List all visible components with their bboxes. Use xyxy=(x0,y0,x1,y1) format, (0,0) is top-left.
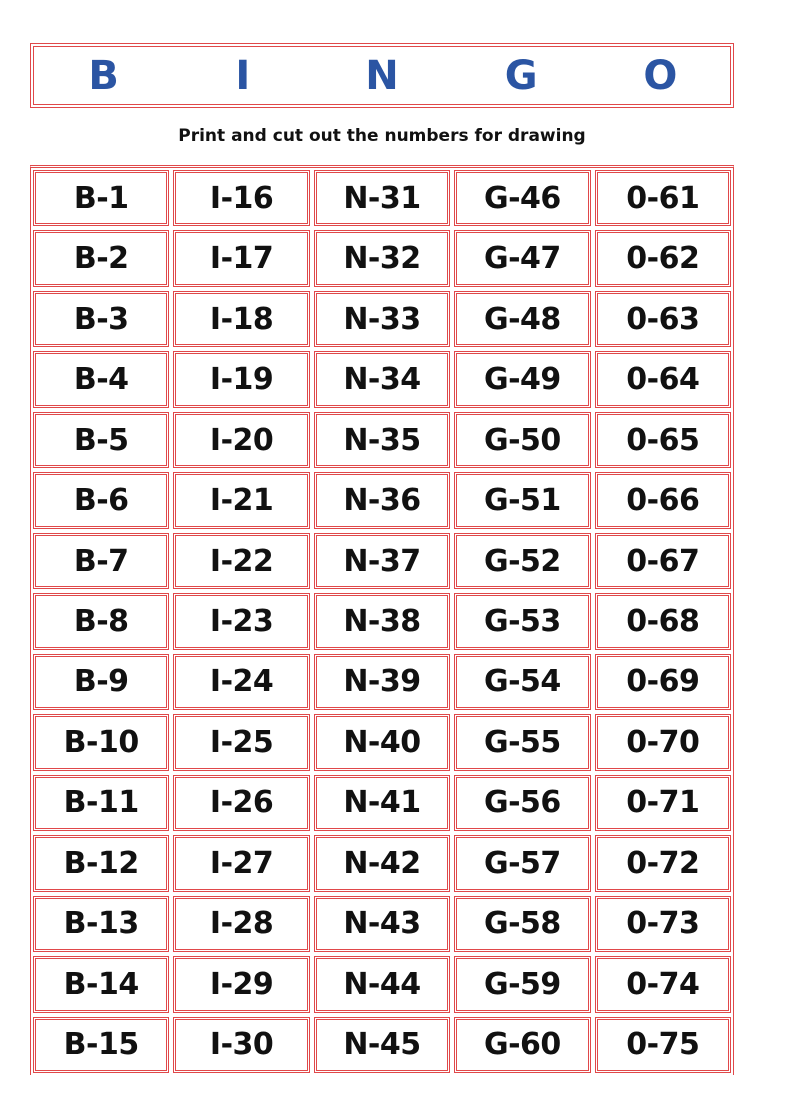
bingo-header xyxy=(30,43,734,108)
bingo-number-cell: G-60 xyxy=(454,1017,590,1073)
bingo-number-cell: B-6 xyxy=(33,472,169,528)
bingo-number-cell: N-37 xyxy=(314,533,450,589)
bingo-number-cell: G-58 xyxy=(454,896,590,952)
bingo-number-cell: G-46 xyxy=(454,170,590,226)
bingo-number-cell: I-17 xyxy=(173,230,309,286)
bingo-number-cell: G-59 xyxy=(454,956,590,1012)
bingo-number-cell: G-53 xyxy=(454,593,590,649)
bingo-number-cell: B-13 xyxy=(33,896,169,952)
bingo-number-cell: N-42 xyxy=(314,835,450,891)
bingo-number-cell: N-43 xyxy=(314,896,450,952)
bingo-number-cell: I-23 xyxy=(173,593,309,649)
bingo-number-cell: N-33 xyxy=(314,291,450,347)
bingo-number-cell: B-15 xyxy=(33,1017,169,1073)
bingo-number-cell: N-45 xyxy=(314,1017,450,1073)
bingo-number-cell: 0-74 xyxy=(595,956,731,1012)
bingo-number-cell: G-47 xyxy=(454,230,590,286)
bingo-number-cell: 0-67 xyxy=(595,533,731,589)
bingo-number-cell: 0-64 xyxy=(595,351,731,407)
bingo-number-cell: 0-65 xyxy=(595,412,731,468)
bingo-number-cell: 0-71 xyxy=(595,775,731,831)
bingo-number-cell: B-5 xyxy=(33,412,169,468)
bingo-number-cell: N-35 xyxy=(314,412,450,468)
bingo-number-cell: I-18 xyxy=(173,291,309,347)
header-letter-b: B xyxy=(88,52,119,99)
bingo-number-cell: I-20 xyxy=(173,412,309,468)
bingo-number-cell: N-36 xyxy=(314,472,450,528)
bingo-number-cell: G-56 xyxy=(454,775,590,831)
bingo-number-cell: G-52 xyxy=(454,533,590,589)
bingo-number-cell: B-1 xyxy=(33,170,169,226)
bingo-number-cell: N-39 xyxy=(314,654,450,710)
bingo-number-cell: I-22 xyxy=(173,533,309,589)
bingo-number-cell: B-3 xyxy=(33,291,169,347)
bingo-number-cell: I-21 xyxy=(173,472,309,528)
bingo-number-cell: 0-75 xyxy=(595,1017,731,1073)
bingo-number-cell: I-24 xyxy=(173,654,309,710)
bingo-number-cell: 0-63 xyxy=(595,291,731,347)
bingo-number-cell: N-44 xyxy=(314,956,450,1012)
bingo-number-cell: G-49 xyxy=(454,351,590,407)
bingo-number-cell: N-38 xyxy=(314,593,450,649)
instructions-text: Print and cut out the numbers for drawing xyxy=(178,126,586,146)
bingo-number-cell: I-29 xyxy=(173,956,309,1012)
bingo-number-cell: B-8 xyxy=(33,593,169,649)
bingo-number-cell: I-27 xyxy=(173,835,309,891)
bingo-number-cell: G-48 xyxy=(454,291,590,347)
bingo-number-cell: G-50 xyxy=(454,412,590,468)
bingo-number-cell: B-11 xyxy=(33,775,169,831)
bingo-number-cell: N-31 xyxy=(314,170,450,226)
bingo-number-cell: 0-73 xyxy=(595,896,731,952)
bingo-number-cell: G-55 xyxy=(454,714,590,770)
bingo-number-cell: 0-70 xyxy=(595,714,731,770)
bingo-number-cell: N-32 xyxy=(314,230,450,286)
bingo-number-cell: I-28 xyxy=(173,896,309,952)
bingo-number-cell: N-34 xyxy=(314,351,450,407)
bingo-number-cell: B-2 xyxy=(33,230,169,286)
bingo-number-cell: 0-68 xyxy=(595,593,731,649)
bingo-number-cell: B-9 xyxy=(33,654,169,710)
bingo-number-cell: N-41 xyxy=(314,775,450,831)
bingo-number-cell: 0-62 xyxy=(595,230,731,286)
bingo-number-cell: I-16 xyxy=(173,170,309,226)
bingo-number-cell: N-40 xyxy=(314,714,450,770)
bingo-number-cell: G-54 xyxy=(454,654,590,710)
bingo-number-cell: I-26 xyxy=(173,775,309,831)
bingo-number-cell: B-4 xyxy=(33,351,169,407)
bingo-number-cell: 0-72 xyxy=(595,835,731,891)
bingo-number-cell: 0-61 xyxy=(595,170,731,226)
bingo-number-cell: B-14 xyxy=(33,956,169,1012)
bingo-number-cell: 0-69 xyxy=(595,654,731,710)
header-letter-g: G xyxy=(504,52,538,99)
header-letter-n: N xyxy=(365,52,399,99)
bingo-number-cell: 0-66 xyxy=(595,472,731,528)
header-letter-i: I xyxy=(235,52,251,99)
bingo-number-cell: I-19 xyxy=(173,351,309,407)
bingo-number-cell: B-10 xyxy=(33,714,169,770)
bingo-number-cell: B-12 xyxy=(33,835,169,891)
bingo-number-cell: I-25 xyxy=(173,714,309,770)
bingo-number-cell: G-51 xyxy=(454,472,590,528)
bingo-number-cell: B-7 xyxy=(33,533,169,589)
number-grid xyxy=(30,165,734,1075)
bingo-number-cell: G-57 xyxy=(454,835,590,891)
bingo-number-cell: I-30 xyxy=(173,1017,309,1073)
header-letter-o: O xyxy=(643,52,678,99)
